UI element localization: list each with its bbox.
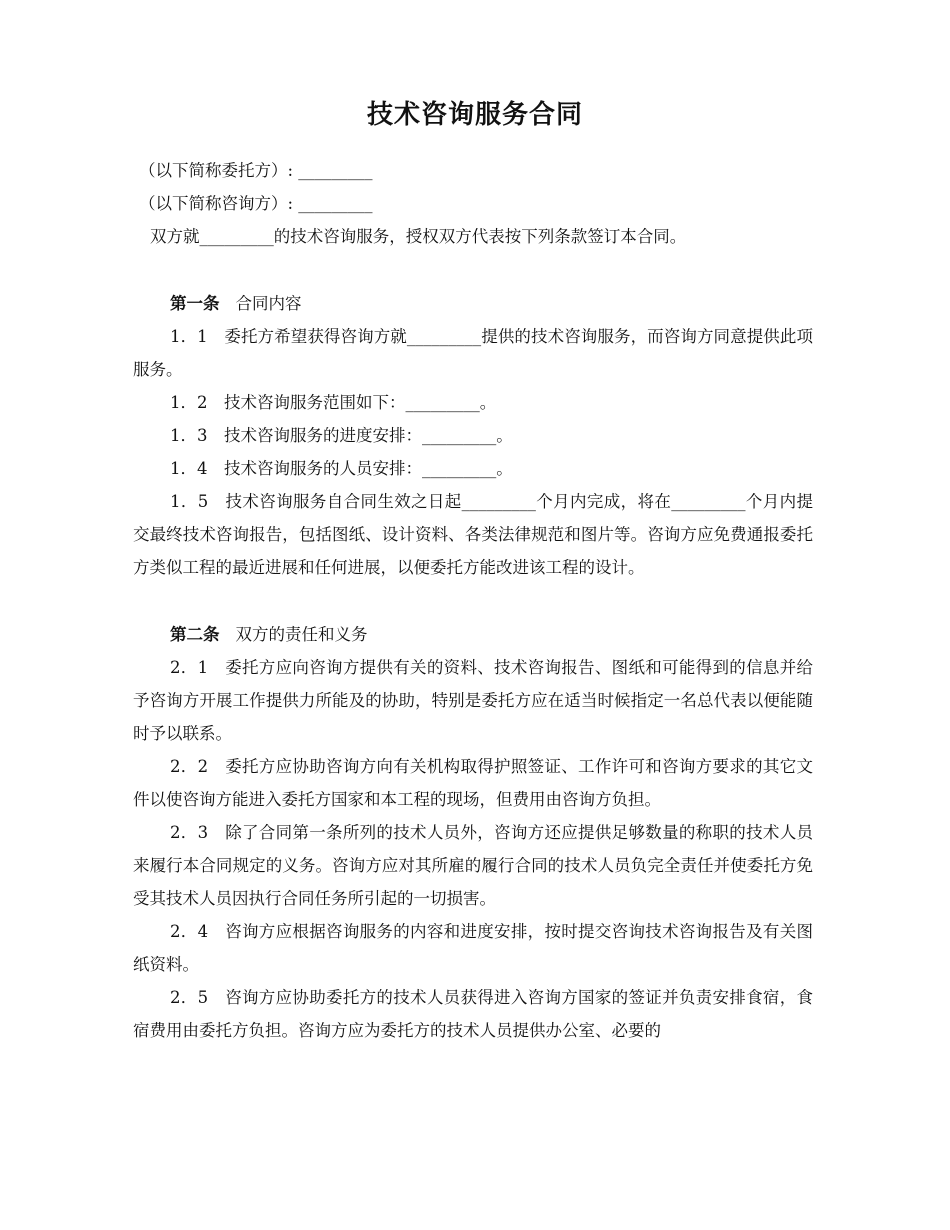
article-1-number: 第一条: [170, 294, 220, 313]
clause-2-5: 2．5 咨询方应协助委托方的技术人员获得进入咨询方国家的签证并负责安排食宿，食宿费用由委托方负担。咨询方应为委托方的技术人员提供办公室、必要的: [133, 988, 813, 1040]
agreement-line: 双方就_________的技术咨询服务，授权双方代表按下列条款签订本合同。: [150, 227, 687, 246]
clause-1-1: 1．1 委托方希望获得咨询方就_________提供的技术咨询服务，而咨询方同意提供此项服务。: [133, 327, 813, 379]
article-2-heading: [133, 618, 813, 651]
article-1-title: 合同内容: [235, 294, 302, 313]
article-2-title: 双方的责任和义务: [235, 625, 368, 644]
section-spacer: [133, 584, 813, 618]
clause-2-2: 2．2 委托方应协助咨询方向有关机构取得护照签证、工作许可和咨询方要求的其它文件以使咨询方能进入委托方国家和本工程的现场，但费用由咨询方负担。: [133, 757, 813, 809]
article-2-number: 第二条: [170, 625, 220, 644]
document-title: 技术咨询服务合同: [366, 100, 583, 130]
consultant-line: （以下简称咨询方）: _________: [139, 194, 373, 213]
clause-1-3: 1．3 技术咨询服务的进度安排：_________。: [170, 426, 513, 445]
clause-1-4: 1．4 技术咨询服务的人员安排：_________。: [170, 459, 513, 478]
clause-1-2: 1．2 技术咨询服务范围如下：_________。: [170, 393, 497, 412]
clause-1-5: 1．5 技术咨询服务自合同生效之日起_________个月内完成，将在_________个月内提交最终技术咨询报告，包括图纸、设计资料、各类法律规范和图片等。咨询方应免费通报委托方类似工程的最近进展和任何进展，以便委托方能改进该工程的设计。: [133, 492, 813, 577]
article-1-heading: [133, 287, 813, 320]
client-line: （以下简称委托方）: _________: [139, 161, 373, 180]
clause-2-1: 2．1 委托方应向咨询方提供有关的资料、技术咨询报告、图纸和可能得到的信息并给予咨询方开展工作提供力所能及的协助，特别是委托方应在适当时候指定一名总代表以便能随时予以联系。: [133, 658, 813, 743]
document-body: [133, 154, 813, 1047]
clause-2-4: 2．4 咨询方应根据咨询服务的内容和进度安排，按时提交咨询技术咨询报告及有关图纸资料。: [133, 922, 813, 974]
section-spacer: [133, 253, 813, 287]
clause-2-3: 2．3 除了合同第一条所列的技术人员外，咨询方还应提供足够数量的称职的技术人员来履行本合同规定的义务。咨询方应对其所雇的履行合同的技术人员负完全责任并使委托方免受其技术人员因执行合同任务所引起的一切损害。: [133, 823, 813, 908]
